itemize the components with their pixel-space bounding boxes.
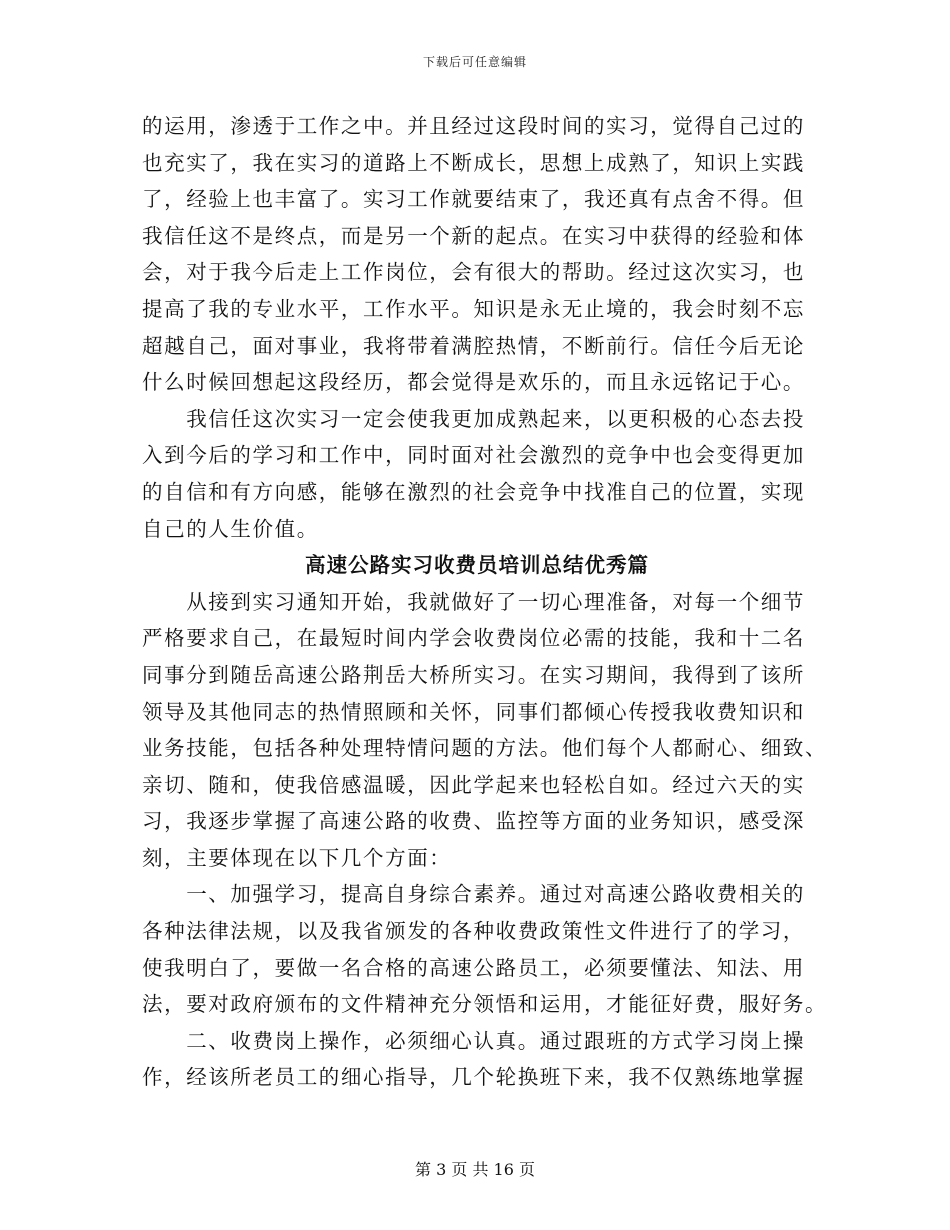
text-line: 业务技能，包括各种处理特情问题的方法。他们每个人都耐心、细致、 (142, 736, 828, 761)
document-body (142, 108, 828, 1096)
text-line: 也充实了，我在实习的道路上不断成长，思想上成熟了，知识上实践 (142, 150, 805, 175)
text-line: 从接到实习通知开始，我就做好了一切心理准备，对每一个细节 (142, 589, 805, 614)
section-title: 高速公路实习收费员培训总结优秀篇 (305, 553, 649, 578)
text-line: 一、加强学习，提高自身综合素养。通过对高速公路收费相关的 (142, 882, 805, 907)
text-line: 的自信和有方向感，能够在激烈的社会竞争中找准自己的位置，实现 (142, 479, 805, 504)
text-line: 习，我逐步掌握了高速公路的收费、监控等方面的业务知识，感受深 (142, 809, 805, 834)
text-line: 入到今后的学习和工作中，同时面对社会激烈的竞争中也会变得更加 (142, 443, 805, 468)
text-line: 刻，主要体现在以下几个方面： (142, 845, 452, 870)
text-line: 二、收费岗上操作，必须细心认真。通过跟班的方式学习岗上操 (142, 1028, 805, 1053)
text-line: 作，经该所老员工的细心指导，几个轮换班下来，我不仅熟练地掌握 (142, 1065, 805, 1090)
text-line: 我信任这不是终点，而是另一个新的起点。在实习中获得的经验和体 (142, 223, 805, 248)
text-line: 提高了我的专业水平，工作水平。知识是永无止境的，我会时刻不忘 (142, 296, 805, 321)
text-line: 超越自己，面对事业，我将带着满腔热情，不断前行。信任今后无论 (142, 333, 805, 358)
text-line: 什么时候回想起这段经历，都会觉得是欢乐的，而且永远铭记于心。 (142, 370, 805, 395)
text-line: 我信任这次实习一定会使我更加成熟起来，以更积极的心态去投 (142, 406, 805, 431)
page-footer: 第 3 页 共 16 页 (415, 1160, 535, 1179)
text-line: 的运用，渗透于工作之中。并且经过这段时间的实习，觉得自己过的 (142, 114, 805, 138)
text-line: 各种法律法规，以及我省颁发的各种收费政策性文件进行了的学习， (142, 919, 805, 944)
text-line: 了，经验上也丰富了。实习工作就要结束了，我还真有点舍不得。但 (142, 187, 805, 212)
text-line: 自己的人生价值。 (142, 516, 319, 541)
text-line: 会，对于我今后走上工作岗位，会有很大的帮助。经过这次实习，也 (142, 260, 805, 285)
text-line: 同事分到随岳高速公路荆岳大桥所实习。在实习期间，我得到了该所 (142, 662, 805, 687)
text-line: 亲切、随和，使我倍感温暖，因此学起来也轻松自如。经过六天的实 (142, 772, 805, 797)
text-line: 法，要对政府颁布的文件精神充分领悟和运用，才能征好费，服好务。 (142, 992, 828, 1017)
text-line: 领导及其他同志的热情照顾和关怀，同事们都倾心传授我收费知识和 (142, 699, 805, 724)
text-line: 使我明白了，要做一名合格的高速公路员工，必须要懂法、知法、用 (142, 955, 805, 980)
page-header: 下载后可任意编辑 (422, 55, 527, 69)
text-line: 严格要求自己，在最短时间内学会收费岗位必需的技能，我和十二名 (142, 626, 805, 651)
